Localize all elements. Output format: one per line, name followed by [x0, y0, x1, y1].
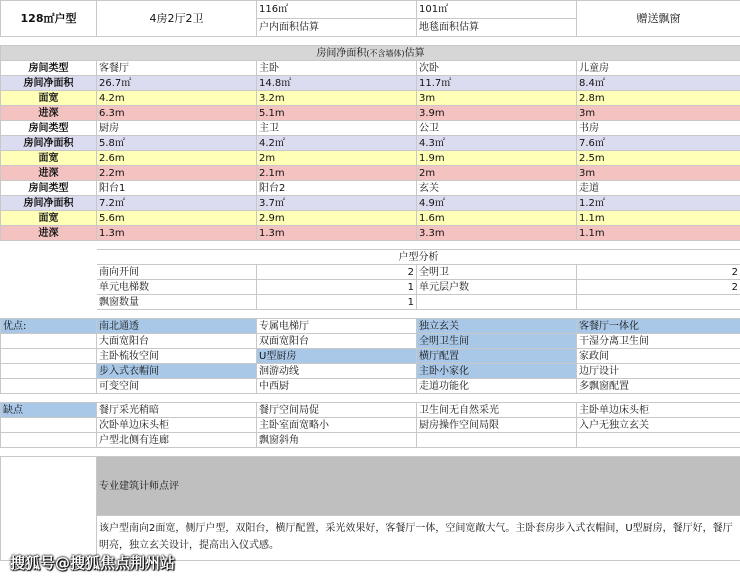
blank-cell — [1, 418, 97, 433]
room-depths-cell: 3m — [577, 166, 740, 181]
analysis-row — [1, 265, 740, 280]
width-row — [1, 211, 740, 226]
pros-item: 全明卫生间 — [417, 334, 577, 349]
blank-cell — [1, 364, 97, 379]
pros-item: 中西厨 — [257, 379, 417, 394]
depth-label: 进深 — [1, 226, 97, 241]
room-areas-cell: 8.4㎡ — [577, 76, 740, 91]
room-widths-cell: 1.9m — [417, 151, 577, 166]
pros-item: 多飘窗配置 — [577, 379, 740, 394]
room-rooms-cell: 主卧 — [257, 61, 417, 76]
room-widths-cell: 1.6m — [417, 211, 577, 226]
analysis-row — [1, 295, 740, 310]
indoor-area-label: 户内面积估算 — [257, 19, 417, 37]
room-layout: 4房2厅2卫 — [97, 1, 257, 37]
room-depths-cell: 2.2m — [97, 166, 257, 181]
room-widths-cell: 2.5m — [577, 151, 740, 166]
analysis-value: 1 — [257, 280, 417, 295]
blank-cell — [1, 334, 97, 349]
room-rooms-cell: 玄关 — [417, 181, 577, 196]
blank-cell — [1, 457, 97, 561]
room-areas-cell: 5.8㎡ — [97, 136, 257, 151]
analysis-key — [417, 295, 577, 310]
room-type-row — [1, 61, 740, 76]
width-row — [1, 91, 740, 106]
width-label: 面宽 — [1, 91, 97, 106]
pros-row — [1, 349, 740, 364]
room-areas-cell: 4.9㎡ — [417, 196, 577, 211]
pros-item: 可变空间 — [97, 379, 257, 394]
spacer-row — [1, 241, 740, 250]
room-areas-cell: 11.7㎡ — [417, 76, 577, 91]
pros-item: 主卧小家化 — [417, 364, 577, 379]
depth-row — [1, 106, 740, 121]
pros-item: 横厅配置 — [417, 349, 577, 364]
room-widths-cell: 4.2m — [97, 91, 257, 106]
blank-cell — [1, 250, 97, 265]
room-depths-cell: 2.1m — [257, 166, 417, 181]
analysis-key: 飘窗数量 — [97, 295, 257, 310]
spacer-row — [1, 37, 740, 46]
cons-item: 卫生间无自然采光 — [417, 403, 577, 418]
analysis-title: 户型分析 — [97, 250, 740, 265]
room-depths-cell: 1.1m — [577, 226, 740, 241]
analysis-value: 2 — [577, 280, 740, 295]
pros-item: 边厅设计 — [577, 364, 740, 379]
house-type-label: 128㎡户型 — [1, 1, 97, 37]
analysis-row — [1, 280, 740, 295]
cons-item — [417, 433, 577, 448]
cons-item: 主卧单边床头柜 — [577, 403, 740, 418]
room-areas-cell: 7.6㎡ — [577, 136, 740, 151]
pros-item: 洄游动线 — [257, 364, 417, 379]
net-area-title-row — [1, 46, 740, 61]
indoor-area-value: 116㎡ — [257, 1, 417, 19]
pros-item: U型厨房 — [257, 349, 417, 364]
gift-bay-window: 赠送飘窗 — [577, 1, 740, 37]
review-text: 该户型南向2面宽，侧厅户型，双阳台，横厅配置，采光效果好，客餐厅一体，空间宽敞大气。主卧套房步入式衣帽间，U型厨房，餐厅好，餐厅明亮，独立玄关设计，提高出入仪式感。 — [97, 516, 740, 561]
room-rooms-cell: 客餐厅 — [97, 61, 257, 76]
width-row — [1, 151, 740, 166]
room-rooms-cell: 儿童房 — [577, 61, 740, 76]
width-label: 面宽 — [1, 151, 97, 166]
pros-item: 步入式衣帽间 — [97, 364, 257, 379]
room-type-row — [1, 181, 740, 196]
watermark: 搜狐号@搜狐焦点荆州站 — [10, 554, 176, 572]
pros-item: 客餐厅一体化 — [577, 319, 740, 334]
cons-label: 缺点 — [1, 403, 97, 418]
analysis-key: 单元电梯数 — [97, 280, 257, 295]
blank-cell — [1, 280, 97, 295]
pros-item: 干湿分离卫生间 — [577, 334, 740, 349]
pros-item: 南北通透 — [97, 319, 257, 334]
depth-row — [1, 166, 740, 181]
room-areas-cell: 4.2㎡ — [257, 136, 417, 151]
spacer-row — [1, 394, 740, 403]
pros-row — [1, 319, 740, 334]
room-rooms-cell: 走道 — [577, 181, 740, 196]
review-title: 专业建筑计师点评 — [97, 457, 740, 516]
spacer-row — [1, 310, 740, 319]
net-area-label: 房间净面积 — [1, 136, 97, 151]
cons-item: 餐厅空间局促 — [257, 403, 417, 418]
net-area-label: 房间净面积 — [1, 196, 97, 211]
room-widths-cell: 2.6m — [97, 151, 257, 166]
pros-item: 家政间 — [577, 349, 740, 364]
room-depths-cell: 1.3m — [97, 226, 257, 241]
pros-label: 优点: — [1, 319, 97, 334]
net-area-title: 房间净面积(不含墙体)估算 — [1, 46, 740, 61]
cons-item: 次卧单边床头柜 — [97, 418, 257, 433]
analysis-value: 2 — [577, 265, 740, 280]
room-depths-cell: 3m — [577, 106, 740, 121]
room-depths-cell: 1.3m — [257, 226, 417, 241]
room-areas-cell: 26.7㎡ — [97, 76, 257, 91]
room-depths-cell: 2m — [417, 166, 577, 181]
review-title-row — [1, 457, 740, 516]
room-rooms-cell: 主卫 — [257, 121, 417, 136]
room-rooms-cell: 公卫 — [417, 121, 577, 136]
room-rooms-cell: 次卧 — [417, 61, 577, 76]
room-widths-cell: 5.6m — [97, 211, 257, 226]
blank-cell — [1, 349, 97, 364]
analysis-key: 单元层户数 — [417, 280, 577, 295]
blanket-area-value: 101㎡ — [417, 1, 577, 19]
width-label: 面宽 — [1, 211, 97, 226]
cons-row — [1, 433, 740, 448]
cons-item: 主卧室面宽略小 — [257, 418, 417, 433]
room-rooms-cell: 书房 — [577, 121, 740, 136]
room-depths-cell: 5.1m — [257, 106, 417, 121]
room-depths-cell: 3.3m — [417, 226, 577, 241]
pros-row — [1, 364, 740, 379]
blank-cell — [1, 433, 97, 448]
room-widths-cell: 3m — [417, 91, 577, 106]
room-widths-cell: 1.1m — [577, 211, 740, 226]
room-widths-cell: 2m — [257, 151, 417, 166]
pros-item: 走道功能化 — [417, 379, 577, 394]
blanket-area-label: 地毯面积估算 — [417, 19, 577, 37]
cons-item: 飘窗斜角 — [257, 433, 417, 448]
net-area-row — [1, 196, 740, 211]
pros-item: 专属电梯厅 — [257, 319, 417, 334]
cons-item: 餐厅采光稍暗 — [97, 403, 257, 418]
room-rooms-cell: 阳台2 — [257, 181, 417, 196]
pros-item: 独立玄关 — [417, 319, 577, 334]
room-rooms-cell: 厨房 — [97, 121, 257, 136]
pros-item: 双面宽阳台 — [257, 334, 417, 349]
room-type-label: 房间类型 — [1, 121, 97, 136]
cons-row — [1, 418, 740, 433]
pros-item: 主卧梳妆空间 — [97, 349, 257, 364]
cons-item: 户型北侧有连廊 — [97, 433, 257, 448]
room-widths-cell: 2.9m — [257, 211, 417, 226]
blank-cell — [1, 295, 97, 310]
room-areas-cell: 3.7㎡ — [257, 196, 417, 211]
pros-row — [1, 334, 740, 349]
pros-item: 大面宽阳台 — [97, 334, 257, 349]
room-areas-cell: 1.2㎡ — [577, 196, 740, 211]
analysis-title-row — [1, 250, 740, 265]
room-depths-cell: 6.3m — [97, 106, 257, 121]
cons-item: 入户无独立玄关 — [577, 418, 740, 433]
room-depths-cell: 3.9m — [417, 106, 577, 121]
analysis-value: 1 — [257, 295, 417, 310]
room-type-row — [1, 121, 740, 136]
room-type-label: 房间类型 — [1, 61, 97, 76]
analysis-value: 2 — [257, 265, 417, 280]
analysis-key: 南向开间 — [97, 265, 257, 280]
depth-label: 进深 — [1, 166, 97, 181]
depth-row — [1, 226, 740, 241]
net-area-row — [1, 136, 740, 151]
analysis-value — [577, 295, 740, 310]
analysis-key: 全明卫 — [417, 265, 577, 280]
room-rooms-cell: 阳台1 — [97, 181, 257, 196]
room-widths-cell: 3.2m — [257, 91, 417, 106]
spacer-row — [1, 448, 740, 457]
net-area-label: 房间净面积 — [1, 76, 97, 91]
room-areas-cell: 7.2㎡ — [97, 196, 257, 211]
room-areas-cell: 4.3㎡ — [417, 136, 577, 151]
blank-cell — [1, 265, 97, 280]
net-area-row — [1, 76, 740, 91]
cons-item: 厨房操作空间局限 — [417, 418, 577, 433]
room-type-label: 房间类型 — [1, 181, 97, 196]
pros-row — [1, 379, 740, 394]
cons-item — [577, 433, 740, 448]
room-widths-cell: 2.8m — [577, 91, 740, 106]
header-row-1 — [1, 1, 740, 19]
blank-cell — [1, 379, 97, 394]
cons-row — [1, 403, 740, 418]
depth-label: 进深 — [1, 106, 97, 121]
room-areas-cell: 14.8㎡ — [257, 76, 417, 91]
